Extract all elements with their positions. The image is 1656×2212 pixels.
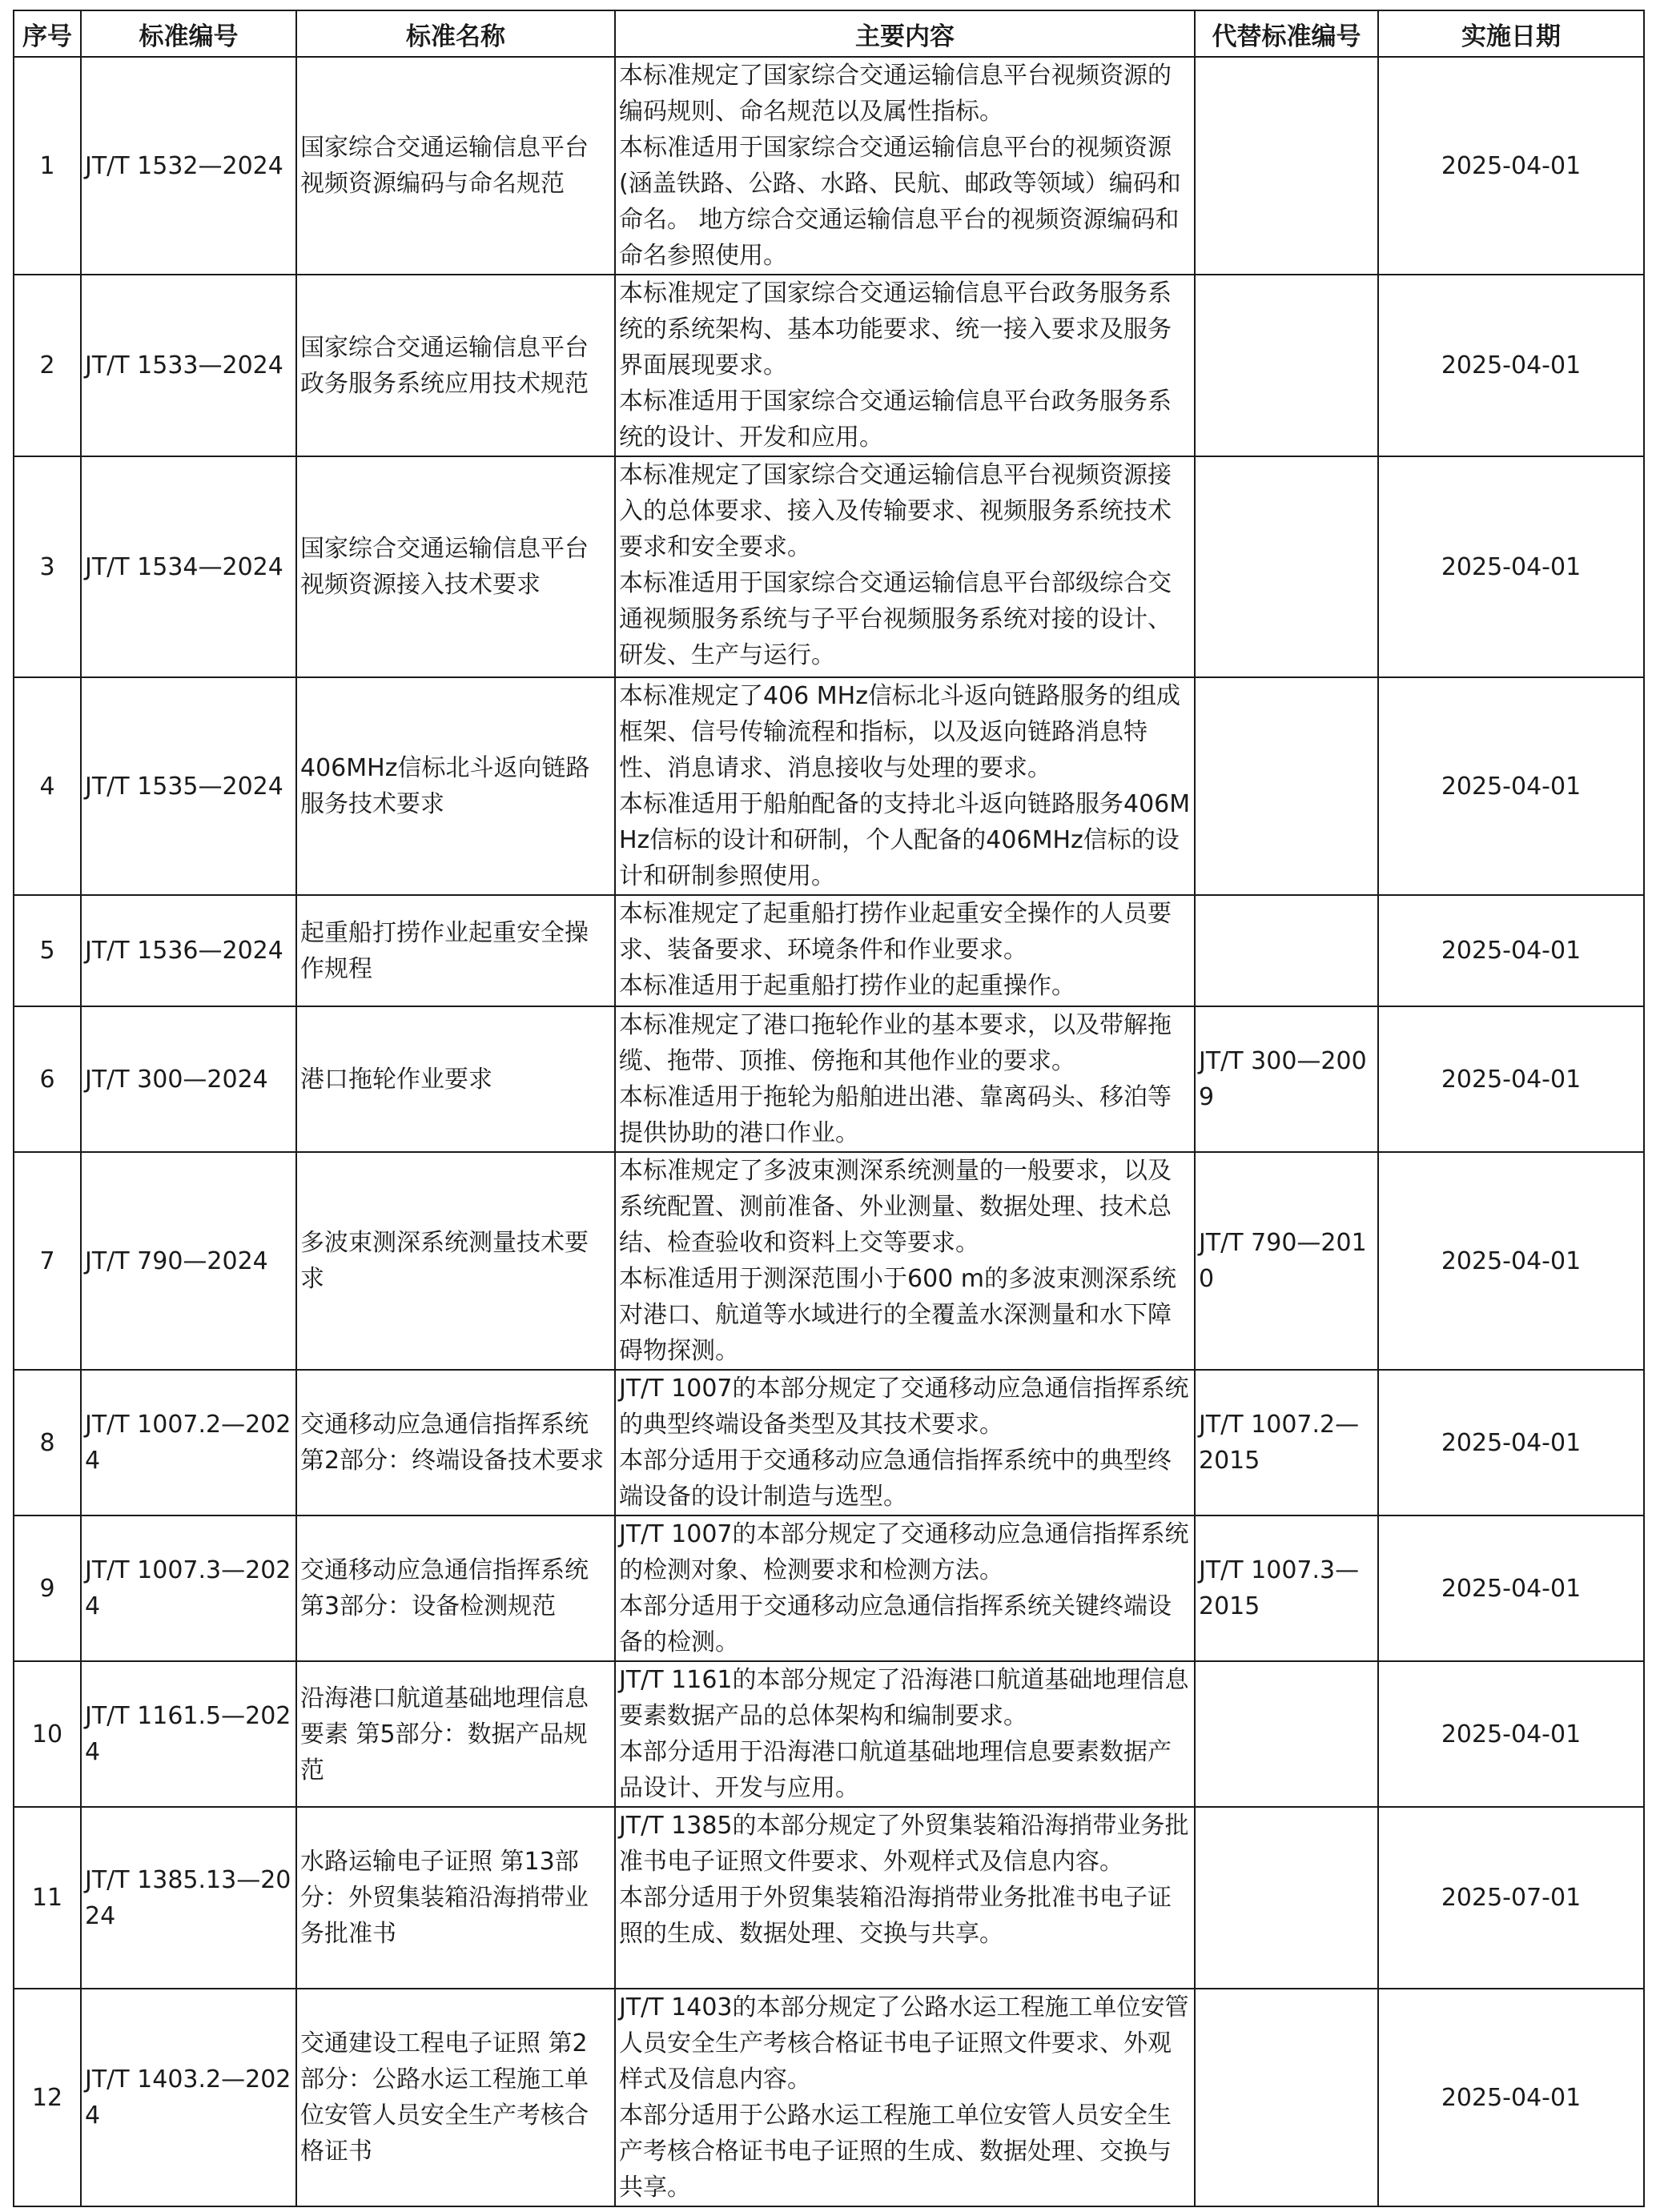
- table-row: [14, 456, 1644, 677]
- cell-content: JT/T 1007的本部分规定了交通移动应急通信指挥系统的典型终端设备类型及其技术要求。 本部分适用于交通移动应急通信指挥系统中的典型终端设备的设计制造与选型。: [615, 1370, 1195, 1515]
- header-replaced: 代替标准编号: [1195, 10, 1378, 57]
- cell-replaced: JT/T 790—2010: [1195, 1152, 1378, 1370]
- cell-content: 本标准规定了国家综合交通运输信息平台视频资源接入的总体要求、接入及传输要求、视频服务系统技术要求和安全要求。 本标准适用于国家综合交通运输信息平台部级综合交通视频服务系统与子平台视频服务系统对接的设计、研发、生产与运行。: [615, 456, 1195, 677]
- cell-index: 11: [14, 1807, 81, 1989]
- cell-replaced: [1195, 1661, 1378, 1807]
- cell-date: 2025-04-01: [1378, 895, 1644, 1006]
- header-name: 标准名称: [296, 10, 615, 57]
- table-row: [14, 275, 1644, 456]
- table-row: [14, 1515, 1644, 1661]
- cell-content: 本标准规定了国家综合交通运输信息平台政务服务系统的系统架构、基本功能要求、统一接入要求及服务界面展现要求。 本标准适用于国家综合交通运输信息平台政务服务系统的设计、开发和应用。: [615, 275, 1195, 456]
- cell-replaced: JT/T 1007.2—2015: [1195, 1370, 1378, 1515]
- table-row: [14, 1370, 1644, 1515]
- table-row: [14, 677, 1644, 895]
- cell-replaced: JT/T 300—2009: [1195, 1006, 1378, 1152]
- cell-content: JT/T 1007的本部分规定了交通移动应急通信指挥系统的检测对象、检测要求和检测方法。 本部分适用于交通移动应急通信指挥系统关键终端设备的检测。: [615, 1515, 1195, 1661]
- cell-date: 2025-04-01: [1378, 275, 1644, 456]
- cell-index: 8: [14, 1370, 81, 1515]
- cell-date: 2025-04-01: [1378, 1006, 1644, 1152]
- cell-date: 2025-04-01: [1378, 1152, 1644, 1370]
- table-row: [14, 1807, 1644, 1989]
- cell-code: JT/T 1535—2024: [81, 677, 296, 895]
- cell-replaced: JT/T 1007.3—2015: [1195, 1515, 1378, 1661]
- cell-code: JT/T 1532—2024: [81, 57, 296, 275]
- cell-date: 2025-07-01: [1378, 1807, 1644, 1989]
- cell-code: JT/T 790—2024: [81, 1152, 296, 1370]
- table-row: [14, 1989, 1644, 2206]
- cell-date: 2025-04-01: [1378, 1515, 1644, 1661]
- cell-content: JT/T 1385的本部分规定了外贸集装箱沿海捎带业务批准书电子证照文件要求、外观样式及信息内容。 本部分适用于外贸集装箱沿海捎带业务批准书电子证照的生成、数据处理、交换与共享。: [615, 1807, 1195, 1989]
- cell-replaced: [1195, 895, 1378, 1006]
- cell-replaced: [1195, 57, 1378, 275]
- cell-code: JT/T 1385.13—2024: [81, 1807, 296, 1989]
- table-row: [14, 57, 1644, 275]
- cell-name: 交通建设工程电子证照 第2部分：公路水运工程施工单位安管人员安全生产考核合格证书: [296, 1989, 615, 2206]
- header-date: 实施日期: [1378, 10, 1644, 57]
- cell-index: 3: [14, 456, 81, 677]
- cell-replaced: [1195, 1989, 1378, 2206]
- cell-content: 本标准规定了国家综合交通运输信息平台视频资源的编码规则、命名规范以及属性指标。 本标准适用于国家综合交通运输信息平台的视频资源(涵盖铁路、公路、水路、民航、邮政等领域）编码和命名。 地方综合交通运输信息平台的视频资源编码和命名参照使用。: [615, 57, 1195, 275]
- header-index: 序号: [14, 10, 81, 57]
- cell-replaced: [1195, 456, 1378, 677]
- cell-name: 沿海港口航道基础地理信息要素 第5部分：数据产品规范: [296, 1661, 615, 1807]
- cell-content: 本标准规定了港口拖轮作业的基本要求，以及带解拖缆、拖带、顶推、傍拖和其他作业的要求。 本标准适用于拖轮为船舶进出港、靠离码头、移泊等提供协助的港口作业。: [615, 1006, 1195, 1152]
- cell-code: JT/T 300—2024: [81, 1006, 296, 1152]
- cell-date: 2025-04-01: [1378, 1370, 1644, 1515]
- table-row: [14, 1006, 1644, 1152]
- cell-replaced: [1195, 275, 1378, 456]
- cell-content: 本标准规定了起重船打捞作业起重安全操作的人员要求、装备要求、环境条件和作业要求。 本标准适用于起重船打捞作业的起重操作。: [615, 895, 1195, 1006]
- cell-date: 2025-04-01: [1378, 1989, 1644, 2206]
- cell-replaced: [1195, 677, 1378, 895]
- cell-index: 12: [14, 1989, 81, 2206]
- cell-index: 5: [14, 895, 81, 1006]
- cell-name: 起重船打捞作业起重安全操作规程: [296, 895, 615, 1006]
- cell-code: JT/T 1007.2—2024: [81, 1370, 296, 1515]
- cell-date: 2025-04-01: [1378, 456, 1644, 677]
- cell-date: 2025-04-01: [1378, 57, 1644, 275]
- cell-index: 9: [14, 1515, 81, 1661]
- standards-table: [13, 10, 1645, 2207]
- cell-name: 国家综合交通运输信息平台政务服务系统应用技术规范: [296, 275, 615, 456]
- cell-name: 多波束测深系统测量技术要求: [296, 1152, 615, 1370]
- cell-name: 交通移动应急通信指挥系统 第3部分：设备检测规范: [296, 1515, 615, 1661]
- cell-index: 10: [14, 1661, 81, 1807]
- cell-index: 1: [14, 57, 81, 275]
- cell-index: 2: [14, 275, 81, 456]
- cell-content: JT/T 1403的本部分规定了公路水运工程施工单位安管人员安全生产考核合格证书电子证照文件要求、外观样式及信息内容。 本部分适用于公路水运工程施工单位安管人员安全生产考核合格证书电子证照的生成、数据处理、交换与共享。: [615, 1989, 1195, 2206]
- cell-index: 6: [14, 1006, 81, 1152]
- table-header-row: [14, 10, 1644, 57]
- cell-name: 国家综合交通运输信息平台视频资源接入技术要求: [296, 456, 615, 677]
- cell-code: JT/T 1403.2—2024: [81, 1989, 296, 2206]
- cell-code: JT/T 1007.3—2024: [81, 1515, 296, 1661]
- cell-name: 交通移动应急通信指挥系统 第2部分：终端设备技术要求: [296, 1370, 615, 1515]
- cell-code: JT/T 1161.5—2024: [81, 1661, 296, 1807]
- cell-index: 4: [14, 677, 81, 895]
- table-row: [14, 1661, 1644, 1807]
- cell-date: 2025-04-01: [1378, 677, 1644, 895]
- cell-name: 水路运输电子证照 第13部分：外贸集装箱沿海捎带业务批准书: [296, 1807, 615, 1989]
- cell-code: JT/T 1536—2024: [81, 895, 296, 1006]
- table-row: [14, 1152, 1644, 1370]
- cell-index: 7: [14, 1152, 81, 1370]
- cell-name: 国家综合交通运输信息平台视频资源编码与命名规范: [296, 57, 615, 275]
- table-row: [14, 895, 1644, 1006]
- cell-code: JT/T 1534—2024: [81, 456, 296, 677]
- header-code: 标准编号: [81, 10, 296, 57]
- cell-date: 2025-04-01: [1378, 1661, 1644, 1807]
- cell-code: JT/T 1533—2024: [81, 275, 296, 456]
- cell-replaced: [1195, 1807, 1378, 1989]
- cell-content: 本标准规定了多波束测深系统测量的一般要求，以及系统配置、测前准备、外业测量、数据处理、技术总结、检查验收和资料上交等要求。 本标准适用于测深范围小于600 m的多波束测深系统对港口、航道等水域进行的全覆盖水深测量和水下障碍物探测。: [615, 1152, 1195, 1370]
- cell-content: 本标准规定了406 MHz信标北斗返向链路服务的组成框架、信号传输流程和指标，以及返向链路消息特性、消息请求、消息接收与处理的要求。 本标准适用于船舶配备的支持北斗返向链路服务406MHz信标的设计和研制，个人配备的406MHz信标的设计和研制参照使用。: [615, 677, 1195, 895]
- cell-content: JT/T 1161的本部分规定了沿海港口航道基础地理信息要素数据产品的总体架构和编制要求。 本部分适用于沿海港口航道基础地理信息要素数据产品设计、开发与应用。: [615, 1661, 1195, 1807]
- header-content: 主要内容: [615, 10, 1195, 57]
- cell-name: 港口拖轮作业要求: [296, 1006, 615, 1152]
- cell-name: 406MHz信标北斗返向链路服务技术要求: [296, 677, 615, 895]
